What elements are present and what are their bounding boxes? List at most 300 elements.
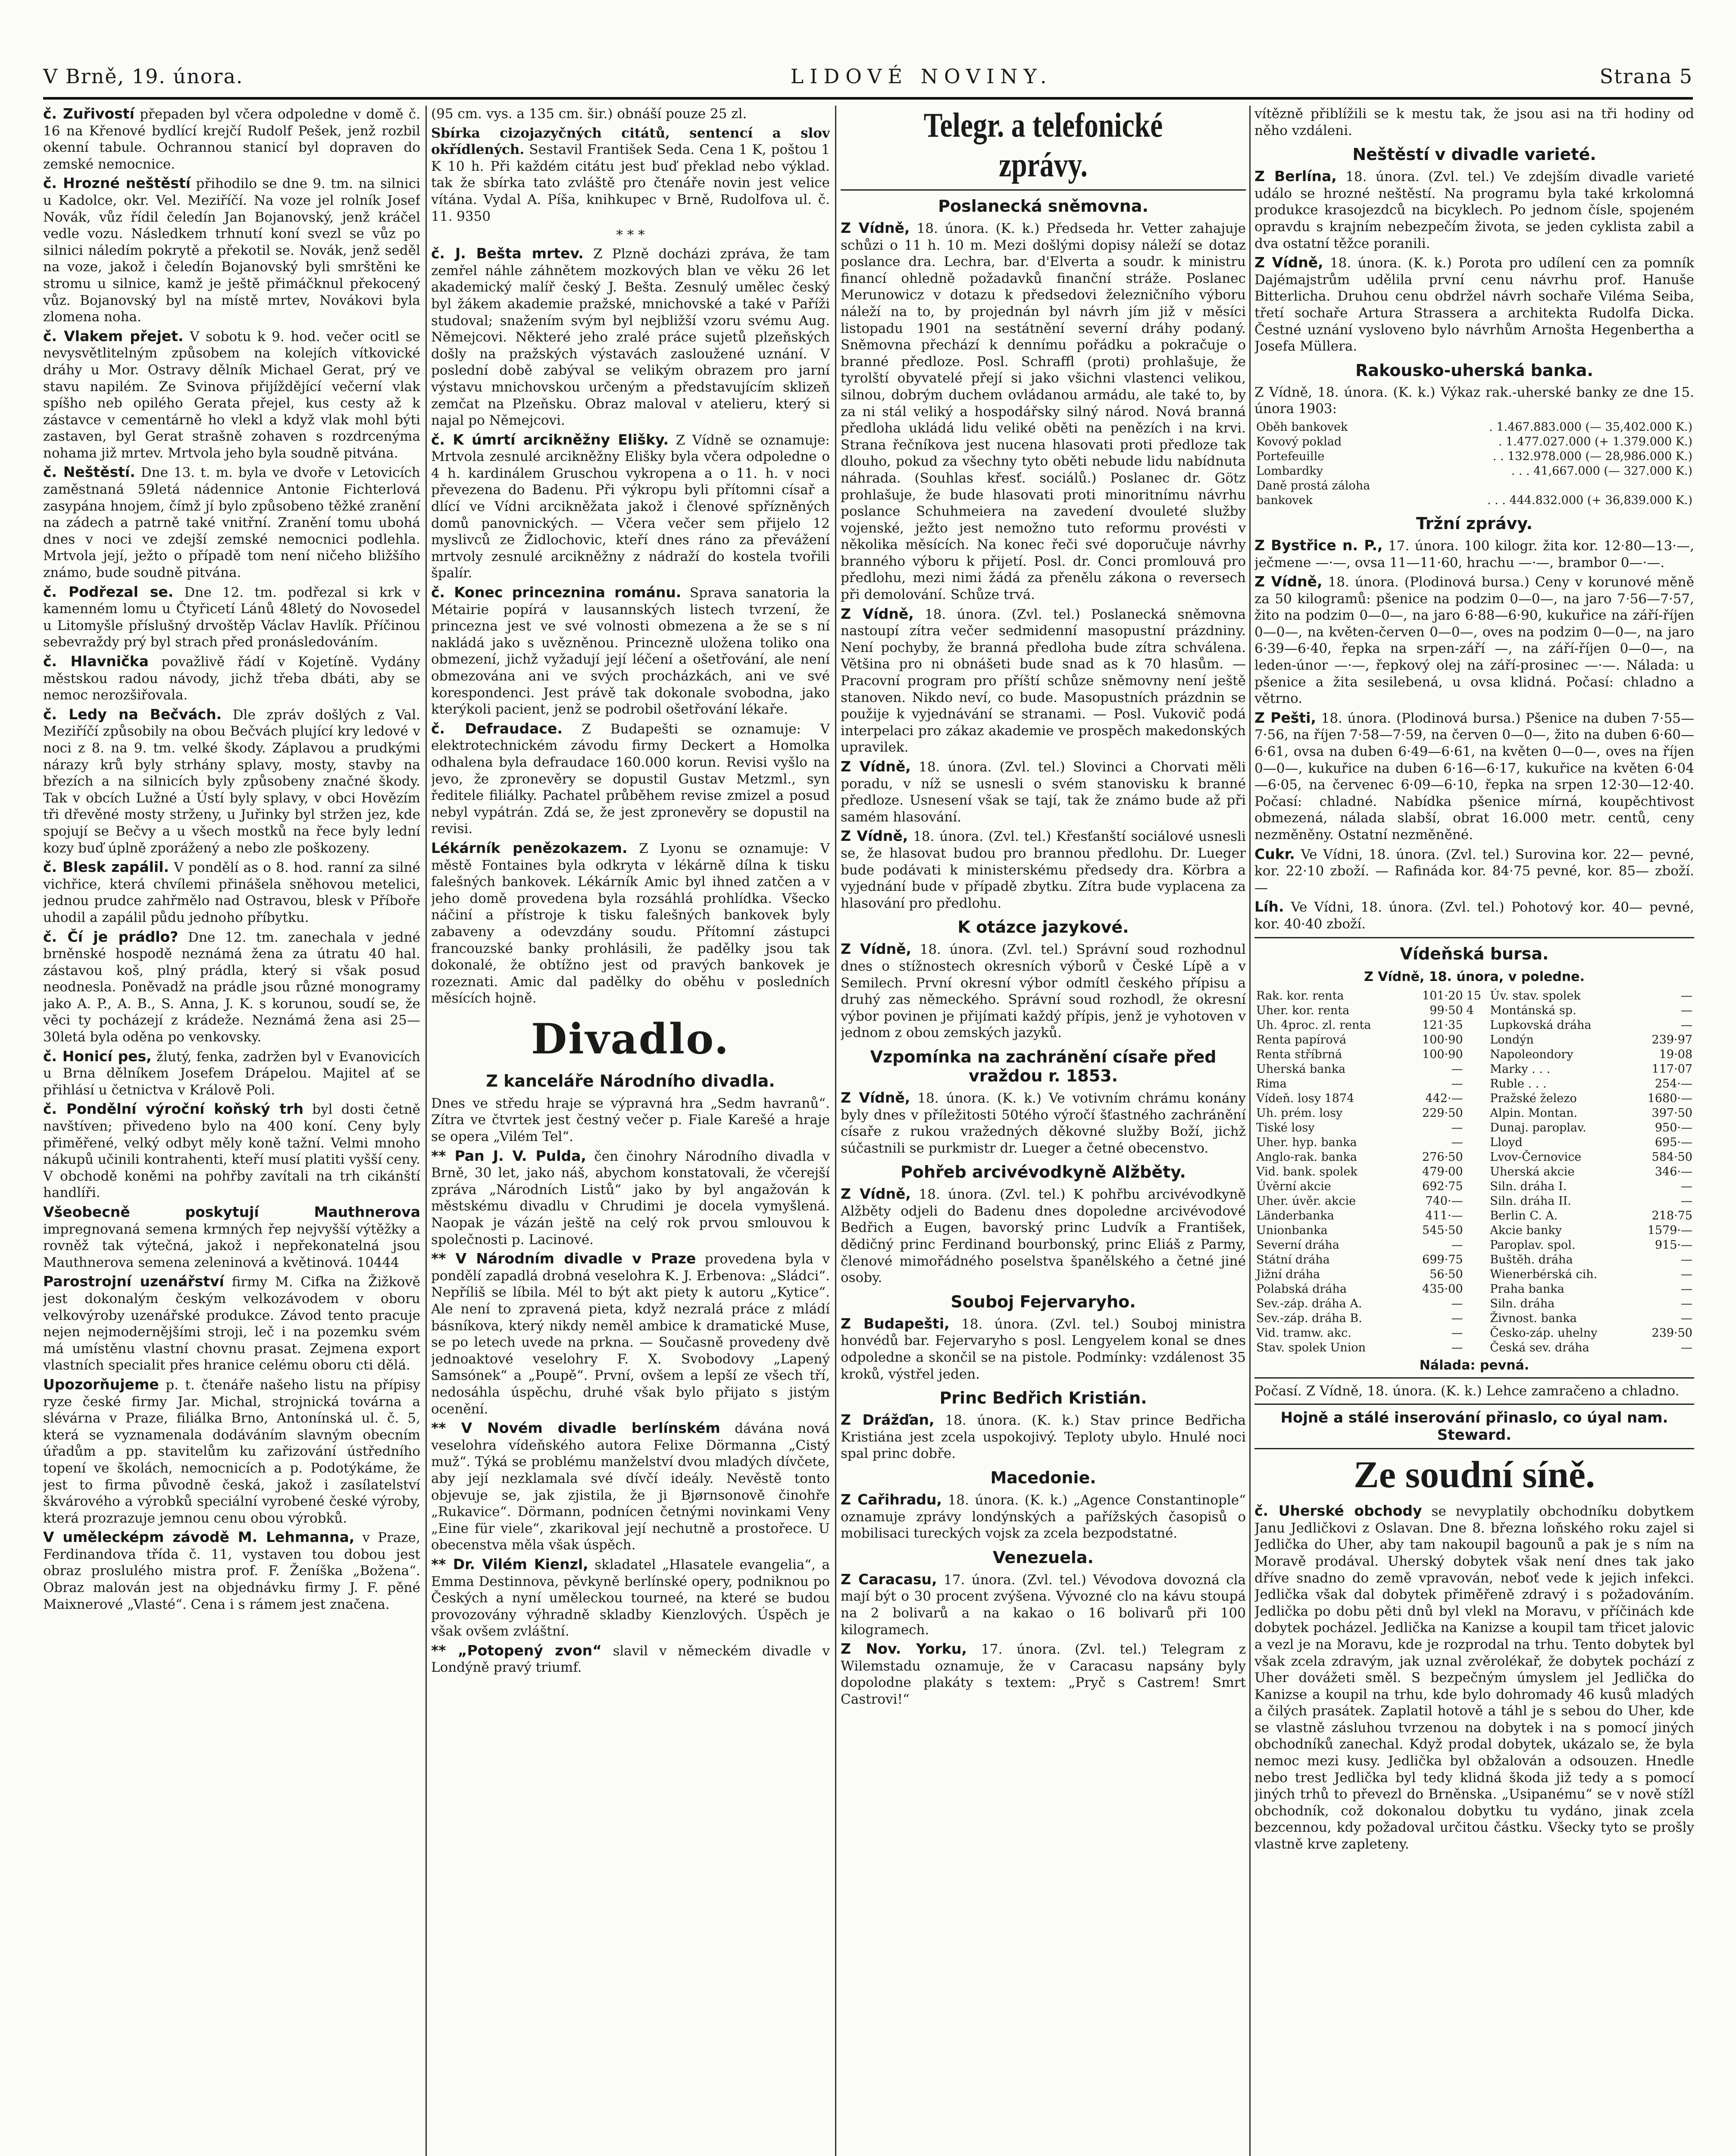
table-cell: — bbox=[1451, 1077, 1463, 1091]
table-cell: — bbox=[1681, 1267, 1692, 1281]
table-row bbox=[1254, 1033, 1694, 1047]
table-cell bbox=[1465, 1282, 1489, 1297]
article bbox=[1254, 168, 1694, 252]
heading-rule bbox=[841, 189, 1246, 191]
table-cell: 239·97 bbox=[1652, 1033, 1692, 1047]
table-row bbox=[1254, 1091, 1694, 1106]
market-news bbox=[1254, 537, 1694, 933]
advertisement-note: Hojně a stálé inserování přinaslo, co úyal nam. Steward. bbox=[1280, 1409, 1668, 1444]
article bbox=[841, 606, 1246, 756]
article-lead: č. Konec princeznina románu. bbox=[431, 584, 682, 601]
table-cell: — bbox=[1681, 1018, 1692, 1032]
table-cell: — bbox=[1451, 1121, 1463, 1134]
article bbox=[1254, 573, 1694, 707]
article bbox=[841, 941, 1246, 1041]
masthead-place-date: V Brně, 19. února. bbox=[43, 65, 244, 88]
article-lead: Z Vídně, bbox=[841, 758, 911, 775]
table-cell bbox=[1465, 1121, 1489, 1135]
section-rule bbox=[1254, 937, 1694, 938]
table-cell: 699·75 bbox=[1422, 1253, 1463, 1266]
court-news bbox=[1254, 1503, 1694, 1852]
section-heading: Poslanecká sněmovna. bbox=[938, 197, 1148, 216]
article-text: firmy M. Cifka na Žižkově jest dokonalým českým velkozávodem v oboru velkovýroby uzenářské produkce. Závod tento pracuje nejen nejmodernějšími stroji, leč i na pozemku svém má umístěnu vlastní chovnu prasat. Zejmena export vlastních specialit přes hranice celému oboru cti dělá. bbox=[43, 1274, 420, 1373]
table-row bbox=[1254, 1121, 1694, 1135]
table-cell: Uher. hyp. banka bbox=[1256, 1135, 1357, 1149]
article-lead: ** „Potopený zvon“ bbox=[431, 1642, 602, 1659]
article-text: Sprava sanatoria la Métairie popírá v lausannských listech tvrzení, že princezna jest ve své volnosti obmezena a že se s ní nakládá jako s uvězněnou. Princezně uložena toliko ona obmezení, jichž vyžadují její léčení a ošetřování, ale není obmezována ani ve svých procházkách, ani ve své korespondenci. Jest právě tak dokonale svobodna, jako kterýkoli pacient, jenž se podrobil ošetřování lékaře. bbox=[431, 585, 830, 718]
table-cell: . 1.477.027.000 (+ 1.379.000 K.) bbox=[1498, 435, 1692, 448]
news-sections bbox=[1254, 145, 1694, 355]
table-cell: 915·— bbox=[1655, 1238, 1692, 1252]
article bbox=[431, 1642, 830, 1676]
article-text: dávána nová veselohra vídeňského autora Felixe Dörmanna „Cistý muž“. Týká se problému manželství dvou mladých dívčete, aby její nezklamala své dívčí ideály. Nevěstě tonto objevuje se, jak zjistila, že ji Bjørnsonově činohře „Rukavice“. Dörmann, podnícen četnými novinkami Veny „Eine für viele“, zkarikoval její nechutně a prostořece. U obecenstva měla však úspěch. bbox=[431, 1421, 830, 1553]
table-cell bbox=[1465, 1077, 1489, 1091]
article bbox=[431, 1095, 830, 1145]
article-text: skladatel „Hlasatele evangelia“, a Emma Destinnova, pěvkyně berlínské opery, podniknou po Českých a nyní uměleckou tourneé, na které se budou provozovány výhradně skladby Kienzlových. Úspěch je však ovšem zvláštní. bbox=[431, 1557, 830, 1639]
table-cell: 479·00 bbox=[1422, 1165, 1463, 1178]
article-lead: č. Podřezal se. bbox=[43, 583, 174, 600]
table-cell: Daně prostá záloha bbox=[1256, 479, 1370, 492]
table-row bbox=[1254, 1047, 1694, 1062]
column-divider bbox=[425, 106, 427, 2156]
article-lead: č. J. Bešta mrtev. bbox=[431, 245, 584, 262]
table-cell bbox=[1465, 1018, 1489, 1033]
article-text: Ve Vídni, 18. února. (Zvl. tel.) Pohotový kor. 40— pevné, kor. 40·40 zboží. bbox=[1254, 899, 1694, 932]
article-text: 17. února. 100 kilogr. žita kor. 12·80—13·—, ječmene —·—, ovsa 11—11·60, hrachu —·—, brambor 0—·—. bbox=[1254, 538, 1694, 570]
article bbox=[841, 758, 1246, 825]
table-cell: — bbox=[1451, 1062, 1463, 1076]
table-cell: Rima bbox=[1256, 1077, 1287, 1091]
table-cell: . . 132.978.000 (— 28,986.000 K.) bbox=[1492, 449, 1692, 463]
header-rule bbox=[43, 97, 1693, 100]
article bbox=[43, 1529, 420, 1613]
article-text: Ve Vídni, 18. února. (Zvl. tel.) Surovina kor. 22— pevné, kor. 22·10 zboží. — Rafináda kor. 84·75 pevné, kor. 85— zboží. — bbox=[1254, 846, 1694, 896]
article-lead: Z Vídně, bbox=[1254, 254, 1323, 271]
column-3 bbox=[841, 106, 1246, 2156]
table-cell: Renta stříbrná bbox=[1256, 1047, 1342, 1061]
section-heading: Souboj Fejervaryho. bbox=[951, 1292, 1136, 1311]
table-cell: Česko-záp. uhelny bbox=[1490, 1326, 1598, 1340]
article-text: 18. února. (Plodinová bursa.) Ceny v korunové měně za 50 kilogramů: pšenice na podzim 0—0—, na jaro 7·56—7·57, žito na podzim 0—0—, na jaro 6·88—6·90, kukuřice na září-říjen 0—0—, na květen-červen 0—0—, oves na podzim 0—0—, na jaro 6·39—6·40, řepka na srpen-září —, na září-říjen 0—0—, na leden-únor —·—, řepkový olej na září-prosinec —·—. Nálada: u pšenice a žita sesilebená, u ovsa klidná. Počasí: chladno a větrno. bbox=[1254, 574, 1694, 707]
article bbox=[841, 1571, 1246, 1638]
article-lead: Cukr. bbox=[1254, 845, 1295, 862]
theatre-heading: Divadlo. bbox=[531, 1014, 730, 1063]
article-lead: ** Dr. Vilém Kienzl, bbox=[431, 1555, 588, 1573]
article-lead: Z Pešti, bbox=[1254, 709, 1316, 726]
article-text: Dnes ve středu hraje se výpravná hra „Sedm havranů“. Zítra ve čtvrtek jest čestný večer p. Fiale Karešé a hraje se opera „Vilém Tel“. bbox=[431, 1095, 830, 1145]
table-cell: 442·— bbox=[1425, 1091, 1463, 1105]
article-text: 18. února. (K. k.) Ve votivním chrámu konány byly dnes v příležitosti 50tého výročí šťastného zachránění císaře z rukou vražedných děkovné služby Boží, jichž súčastnili se purkmistr dr. Lueger a četné obecenstvo. bbox=[841, 1090, 1246, 1156]
table-cell: Napoleondory bbox=[1490, 1047, 1573, 1061]
section-heading: Princ Bedřich Kristián. bbox=[939, 1388, 1147, 1408]
section-heading: Neštěstí v divadle varieté. bbox=[1352, 145, 1596, 164]
article-text: přihodilo se dne 9. tm. na silnici u Kadolce, okr. Vel. Meziříčí. Na voze jel rolník Josef Novák, vůz řídil čeledín Jan Bojanovský, jenž kráčel vedle vozu. Následkem trhnutí koní svezl se vůz po silnici náledím pokrytě a překotil se. Novák, jenž seděl na voze, jakož i čeledín Bojanovský byli smrštěni ke stromu u silnice, kamž je ještě přimáčknul překocený vůz. Bojanovský byl na místě mrtev, Novákovi byla zlomena noha. bbox=[43, 176, 420, 325]
article-text: V sobotu k 9. hod. večer ocitl se nevysvětlitelným způsobem na kolejích vítkovické dráhy u Mor. Ostravy dělník Michael Gerat, prý ve stavu napilém. Ze Svinova přijíždějící večerní vlak spíšho neb opilého Gerata přejel, kus cesty až k zástavce v cementárně ho vlekl a když vlak mohl býti zastaven, byl Gerat strašně zohaven s rozdrcenýma nohama již mrtev. Mrtvola jeho byla soudně pitvána. bbox=[43, 329, 420, 461]
table-cell: — bbox=[1681, 1311, 1692, 1325]
article bbox=[43, 1101, 420, 1201]
article-lead: ** V Národním divadle v Praze bbox=[431, 1250, 696, 1267]
table-cell: Ruble . . . bbox=[1490, 1077, 1547, 1091]
table-cell: 101·20 bbox=[1422, 989, 1463, 1003]
table-cell: 435·00 bbox=[1422, 1282, 1463, 1296]
masthead-title: LIDOVÉ NOVINY. bbox=[790, 65, 1053, 88]
market-heading: Tržní zprávy. bbox=[1416, 514, 1533, 533]
article bbox=[431, 1148, 830, 1248]
table-cell: — bbox=[1681, 1253, 1692, 1266]
article bbox=[431, 1250, 830, 1417]
table-cell bbox=[1465, 1297, 1489, 1311]
article-text: 18. února. (K. k.) Porota pro udílení cen za pomník Dajémajstrům udělila první cenu návrhu prof. Hanuše Bitterlicha. Druhou cenu obdržel návrh sochaře Viléma Seiba, třetí sochaře Artura Strassera a architekta Rudolfa Dicka. Čestné uznání vysloveno bylo návrhům Arnošta Hegenbertha a Josefa Müllera. bbox=[1254, 255, 1694, 354]
article-lead: Z Cařihradu, bbox=[841, 1491, 942, 1508]
article bbox=[1254, 846, 1694, 896]
table-cell: Buštěh. dráha bbox=[1490, 1253, 1573, 1266]
article bbox=[43, 328, 420, 462]
table-cell: Dunaj. paroplav. bbox=[1490, 1121, 1586, 1134]
article bbox=[431, 245, 830, 429]
table-cell: 740·— bbox=[1425, 1194, 1463, 1208]
article-text: 18. února. (K. k.) Stav prince Bedřicha Kristiána jest zcela uspokojivý. Teploty ubylo. Hnulé noci spal princ dobře. bbox=[841, 1413, 1246, 1462]
table-cell: Marky . . . bbox=[1490, 1062, 1551, 1076]
table-cell: 239·50 bbox=[1652, 1326, 1692, 1340]
article-text: Dne 12. tm. zanechala v jedné brněnské hospodě neznámá žena za útratu 40 hal. zástavou koš, plný prádla, který si však posud neodnesla. Poněvadž na prádle jsou různé monogramy jako A. P., A. B., S. Anna, J. K. s korunou, soudí se, že věci ty pocházejí z krádeže. Neznámá žena asi 25—30letá byla oděna po venkovsky. bbox=[43, 929, 420, 1045]
table-cell: Paroplav. spol. bbox=[1490, 1238, 1576, 1252]
table-cell: Tiské losy bbox=[1256, 1121, 1315, 1134]
article-lead: č. Čí je prádlo? bbox=[43, 928, 178, 945]
table-cell: Rak. kor. renta bbox=[1256, 989, 1344, 1003]
article bbox=[841, 1641, 1246, 1708]
table-cell: — bbox=[1681, 1179, 1692, 1193]
article bbox=[841, 1090, 1246, 1156]
table-cell bbox=[1465, 1223, 1489, 1238]
table-row bbox=[1254, 1267, 1694, 1282]
article-lead: Parostrojní uzenářství bbox=[43, 1273, 224, 1290]
table-row bbox=[1254, 989, 1694, 1003]
table-cell: Länderbanka bbox=[1256, 1209, 1334, 1222]
bank-table bbox=[1254, 420, 1694, 508]
masthead-page-number: Strana 5 bbox=[1599, 65, 1693, 88]
article-text: 18. února. (Zvl. tel.) Souboj ministra honvédů bar. Fejervaryho s posl. Lengyelem konal se dnes odpoledne a skončil se na pistole. Podmínky: vzdálenost 35 kroků, výstřel jeden. bbox=[841, 1316, 1246, 1382]
article-text: Z Budapešti se oznamuje: V elektrotechnickém závodu firmy Deckert a Homolka odhalena byla defraudace 160.000 korun. Revisi vyšlo na jevo, že zpronevěry se dopustil Gustav Metzml., syn ředitele filiálky. Pachatel průběhem revise zmizel a posud nebyl vypátrán. Zdá se, že jest zpronevěry se dopustil na revisi. bbox=[431, 721, 830, 837]
table-cell: — bbox=[1681, 1297, 1692, 1310]
article-text: Dle zpráv došlých z Val. Meziříčí způsobily na obou Bečvách plující kry ledové v noci z 8. na 9. tm. velké škody. Záplavou a prudkými nárazy krů byly strhány splavy, mosty, stavby na březích a na silnicích byly způsobeny značné škody. Tak v obcích Lužné a Ústí byly splavy, v obci Hovězím tři dřevěné mosty strženy, u Juřinky byl stržen jez, kde spojují se Bečvy a u všech mostků na řece byly lední kozy buď úplně zporážený a nebo zle poškozeny. bbox=[43, 707, 420, 856]
article-lead: Z Berlína, bbox=[1254, 168, 1337, 185]
table-cell: Anglo-rak. banka bbox=[1256, 1150, 1357, 1164]
table-cell bbox=[1465, 1326, 1489, 1341]
table-row bbox=[1254, 1341, 1694, 1355]
article-lead: č. K úmrtí arcikněžny Elišky. bbox=[431, 431, 669, 448]
table-row bbox=[1254, 1253, 1694, 1267]
article-lead: Z Budapešti, bbox=[841, 1315, 950, 1332]
article bbox=[43, 859, 420, 926]
table-cell: Stav. spolek Union bbox=[1256, 1341, 1366, 1354]
table-cell bbox=[1465, 1179, 1489, 1194]
table-cell: — bbox=[1681, 989, 1692, 1003]
table-row bbox=[1254, 464, 1694, 479]
table-cell: Sev.-záp. dráha B. bbox=[1256, 1311, 1362, 1325]
table-cell: 100·90 bbox=[1422, 1047, 1463, 1061]
article-text: byl dosti četně navštíven; přivedeno bylo na 400 koní. Ceny byly přiměřené, velký odbyt měly koně tažní. Velmi mnoho nákupů učinili kontrahenti, kteří musí platiti vyšší ceny. V obchodě koněmi na pohřby zavítali na trh cikánští handlíři. bbox=[43, 1102, 420, 1201]
table-row bbox=[1254, 1150, 1694, 1165]
table-cell: Lvov-Černovice bbox=[1490, 1150, 1582, 1164]
article-lead: Z Vídně, bbox=[841, 605, 914, 622]
article-lead: č. Neštěstí. bbox=[43, 464, 135, 481]
column-1 bbox=[43, 106, 420, 2156]
table-cell: — bbox=[1451, 1135, 1463, 1149]
article-lead: č. Defraudace. bbox=[431, 720, 563, 737]
table-cell: — bbox=[1451, 1341, 1463, 1354]
article bbox=[431, 1420, 830, 1554]
article-text: 18. února. (Zvl. tel.) K pohřbu arcivévodkyně Alžběty odjeli do Badenu dnes dopoledne arcivévodové Bedřich a Eugen, bavorský princ Ludvík a František, dědičný princ Ferdinand bourbonský, princ Eliáš z Parmy, členové mimořádného poselstva španělského a četné jiné osoby. bbox=[841, 1187, 1246, 1286]
table-row bbox=[1254, 1165, 1694, 1179]
table-cell: Kovový poklad bbox=[1256, 435, 1342, 448]
table-row bbox=[1254, 1326, 1694, 1341]
column-divider bbox=[835, 106, 836, 2156]
article bbox=[431, 432, 830, 582]
table-row bbox=[1254, 1135, 1694, 1150]
table-cell: 229·50 bbox=[1422, 1106, 1463, 1120]
table-cell: — bbox=[1681, 1282, 1692, 1296]
table-cell: Úv. stav. spolek bbox=[1490, 989, 1581, 1003]
article-text: 17. února. (Zvl. tel.) Vévodova dovozná cla mají být o 30 procent zvýšena. Vývozné clo na kávu stoupá na 2 bolivarů a na kakao o 16 bolivarů při 100 kilogramech. bbox=[841, 1572, 1246, 1638]
article-text: přepaden byl včera odpoledne v domě č. 16 na Křenové bydlící krejčí Rudolf Pešek, jenž rozbil okenní tabule. Ochrannou stanicí byl dopraven do zemské nemocnice. bbox=[43, 107, 420, 172]
table-row bbox=[1254, 1018, 1694, 1033]
table-row bbox=[1254, 493, 1694, 508]
table-cell: 4 bbox=[1466, 1003, 1474, 1017]
table-cell: Uherská akcie bbox=[1490, 1165, 1575, 1178]
article-lead: č. Honicí pes, bbox=[43, 1047, 152, 1065]
table-cell: Montánská sp. bbox=[1490, 1003, 1576, 1017]
article-text: V pondělí as o 8. hod. ranní za silné vichřice, která chvílemi přinášela sněhovou metelici, jednou prudce zahřmělo nad Ostravou, blesk v Příboře uhodil a zapálil půdu jednoho příbytku. bbox=[43, 860, 420, 925]
article bbox=[43, 1204, 420, 1271]
table-row bbox=[1254, 479, 1694, 493]
table-cell: 56·50 bbox=[1429, 1267, 1463, 1281]
table-cell: 19·08 bbox=[1659, 1047, 1692, 1061]
table-cell: 218·75 bbox=[1652, 1209, 1692, 1222]
table-cell: Lloyd bbox=[1490, 1135, 1523, 1149]
article bbox=[43, 1273, 420, 1374]
article-text: čen činohry Národního divadla v Brně, 30 let, jako náš, abychom konstatovali, že včerejší zpráva „Národních Listů“ jako by byl angažován k městskému divadlu v Chrudimi je docela vymyšlená. Naopak je vázán ještě na celý rok prvou smlouvou k společnosti p. Lacinové. bbox=[431, 1148, 830, 1247]
table-row bbox=[1254, 1106, 1694, 1121]
article bbox=[841, 828, 1246, 912]
court-heading: Ze soudní síně. bbox=[1354, 1454, 1595, 1496]
table-cell: Alpin. Montan. bbox=[1490, 1106, 1578, 1120]
article-text: žlutý, fenka, zadržen byl v Evanovicích u Brna dělníkem Josefem Drápelou. Majitel ať se přihlásí u četnictva v Králově Poli. bbox=[43, 1049, 420, 1098]
table-row bbox=[1254, 1223, 1694, 1238]
table-cell: 117·07 bbox=[1652, 1062, 1692, 1076]
article bbox=[1254, 710, 1694, 843]
table-cell: 692·75 bbox=[1422, 1179, 1463, 1193]
article-lead: č. Zuřivostí bbox=[43, 106, 135, 122]
article-lead: Líh. bbox=[1254, 898, 1284, 915]
article bbox=[43, 464, 420, 581]
table-cell: Vid. tramw. akc. bbox=[1256, 1326, 1351, 1340]
table-cell: 15 bbox=[1466, 989, 1481, 1003]
article-text: Dne 12. tm. podřezal si krk v kamenném lomu u Čtyřicetí Lánů 48letý do Novosedel u Litomyšle příslušný drvoštěp Václav Havlík. Příčinou sebevraždy prý byl strach před pronásledováním. bbox=[43, 584, 420, 650]
article bbox=[1254, 1503, 1694, 1852]
table-row bbox=[1254, 1209, 1694, 1223]
table-cell: — bbox=[1451, 1326, 1463, 1340]
article bbox=[1254, 537, 1694, 571]
article-text: se nevyplatily obchodníku dobytkem Janu Jedličkovi z Oslavan. Dne 8. března loňského roku zajel si Jedlička do Uher, aby tam nakoupil bagounů a pak je s ním na Moravě prodával. Uherský dobytek však není dnes tak jako dříve snadno do země vpravován, neboť vede k jejich infekci. Jedlička však dal dobytek přiměřeně zdravý i s požadováním. Jedlička po dobu pěti dnů byl vlekl na Moravu, v příčinách kde dobytek pocházel. Jedlička na Kanizse a koupil tam třicet jalovic a vezl je na Moravu, kde je rozprodal na trhu. Tento dobytek byl však zcela zdravým, jak uznal zvěrolékař, že dobytek pochází z Uher dovážeti směl. S bezpečným úmyslem jel Jedlička do Kanizse a koupil na trhu, kde bylo dohromady 46 kusů mladých a čilých prasátek. Zaplatil hotově a táhl je s sebou do Uher, kde se vlastně zásluhou tvrzenou na dobytek i na s pomocí jiných obchodníků zanechal. Když prodal dobytek, ukázalo se, že byla nemoc mezi kusy. Jedlička byl obžalován a odsouzen. Hnedle nebo trest Jedlička byl tedy klidná škoda již tedy a s pomocí jiných trhů to převezl do Brněnska. „Usipanému“ se v nově stížl obchodník, což dokonalou dobytku tu vydáno, jinak zcela bezcennou, kdy požadoval určitou částku. Všecky tyto se prošly vlastně krve zapleteny. bbox=[1254, 1504, 1694, 1852]
table-row bbox=[1254, 1077, 1694, 1091]
book-advertisement-title: Sbírka cizojazyčných citátů, sentencí a slov okřídlených. bbox=[431, 125, 830, 158]
table-cell: Praha banka bbox=[1490, 1282, 1564, 1296]
article-lead: č. Ledy na Bečvách. bbox=[43, 705, 222, 723]
article-lead: Upozorňujeme bbox=[43, 1376, 159, 1393]
table-cell: bankovek bbox=[1256, 493, 1313, 507]
article-text: Z Lyonu se oznamuje: V městě Fontaines byla odkryta v lékárně dílna k tisku falešných bankovek. Lékárník Amic byl ihned zatčen a v jeho domě provedena byla rozsáhlá prohlídka. Všecko náčiní a přístroje k tisku falešných bankovek byly zabaveny a odevzdány soudu. Přítomní zástupci francouzské banky prohlásili, že padělky jsou tak dokonalé, že obtížno jest od pravých bankovek je rozeznati. Amic dal padělky do oběhu v posledních měsících hojně. bbox=[431, 840, 830, 1006]
section-rule bbox=[1254, 1404, 1694, 1405]
table-cell: 254·— bbox=[1655, 1077, 1692, 1091]
article-lead: Z Caracasu, bbox=[841, 1570, 937, 1588]
table-cell: 276·50 bbox=[1422, 1150, 1463, 1164]
table-cell: Jižní dráha bbox=[1256, 1267, 1320, 1281]
article bbox=[841, 1492, 1246, 1542]
section-heading: Macedonie. bbox=[990, 1468, 1096, 1487]
table-cell: . . . 444.832.000 (+ 36,839.000 K.) bbox=[1487, 493, 1692, 507]
table-cell: 1579·— bbox=[1647, 1223, 1692, 1237]
article bbox=[43, 1376, 420, 1526]
article bbox=[841, 1412, 1246, 1462]
table-cell bbox=[1465, 1135, 1489, 1150]
table-cell: — bbox=[1451, 1297, 1463, 1310]
article bbox=[841, 1316, 1246, 1382]
table-cell: Londýn bbox=[1490, 1033, 1534, 1047]
table-cell: Sev.-záp. dráha A. bbox=[1256, 1297, 1362, 1310]
table-cell: Česká sev. dráha bbox=[1490, 1341, 1589, 1354]
article-lead: Z Vídně, bbox=[1254, 573, 1323, 590]
article-text: 18. února. (Plodinová bursa.) Pšenice na duben 7·55—7·56, na říjen 7·58—7·59, na červen 0—0—, žito na duben 6·60—6·61, ovsa na duben 6·49—6·61, na květen 0—0—, oves na říjen 0—0—, kukuřice na duben 6·16—6·17, kukuřice na květen 6·04—6·05, na červenec 6·09—6·10, řepka na srpen 12·30—12·40. Počasí: chladné. Nabídka pšenice mírná, koupěchtivost obmezená, nálada slabší, obrat 16.000 metr. centů, ceny nezměněny. Ostatní nezměněné. bbox=[1254, 710, 1694, 843]
article bbox=[841, 220, 1246, 603]
table-row bbox=[1254, 1297, 1694, 1311]
article-text: Dne 13. t. m. byla ve dvoře v Letovicích zaměstnaná 59letá nádennice Antonie Fichterlová zasypána hnojem, čímž jí bylo způsobeno těžké zranění na zádech a patrně také vnitřní. Zranění tomu ubohá dnes v noci ve zdejší zemské nemocnici podlehla. Mrtvola její, ježto o případě tom není ničeho bližšího známo, bude soudně pitvána. bbox=[43, 465, 420, 581]
table-cell bbox=[1465, 1194, 1489, 1209]
table-cell: Živnost. banka bbox=[1490, 1311, 1577, 1325]
table-cell: Oběh bankovek bbox=[1256, 420, 1348, 434]
column-4 bbox=[1254, 106, 1694, 2156]
table-cell: 346·— bbox=[1655, 1165, 1692, 1178]
table-row bbox=[1254, 420, 1694, 435]
table-row bbox=[1254, 1194, 1694, 1209]
bourse-mood: Nálada: pevná. bbox=[1419, 1357, 1530, 1373]
article-lead: Z Drážďan, bbox=[841, 1411, 935, 1429]
article-text: impregnovaná semena krmných řep nejvyšší výtěžky a rovněž tak výtečná, jakož i nepřekonatelná jsou Mauthnerova semena zeleninová a květinová. 10444 bbox=[43, 1221, 420, 1270]
article bbox=[43, 106, 420, 172]
table-cell: 397·50 bbox=[1652, 1106, 1692, 1120]
table-cell: — bbox=[1451, 1311, 1463, 1325]
table-cell: Siln. dráha I. bbox=[1490, 1179, 1567, 1193]
table-cell: Renta papírová bbox=[1256, 1033, 1347, 1047]
article-lead: č. Pondělní výroční koňský trh bbox=[43, 1100, 303, 1118]
bank-heading: Rakousko-uherská banka. bbox=[1355, 360, 1593, 380]
section-heading: Vzpomínka na zachránění císaře před vraždou r. 1853. bbox=[870, 1047, 1217, 1085]
table-cell: 99·50 bbox=[1429, 1003, 1463, 1017]
book-advertisement-text: Sestavil František Seda. Cena 1 K, poštou 1 K 10 h. Při každém citátu jest buď překlad nebo výklad. tak že sbírka tato zvláště pro čtenáře novin jest velice vítána. Vydal A. Píša, knihkupec v Brně, Rudolfova ul. č. 11. 9350 bbox=[431, 142, 830, 224]
table-cell bbox=[1465, 1238, 1489, 1253]
table-cell: — bbox=[1681, 1341, 1692, 1354]
table-row bbox=[1254, 1238, 1694, 1253]
table-cell: — bbox=[1451, 1238, 1463, 1252]
article-lead: č. Hlavnička bbox=[43, 653, 149, 670]
column-2 bbox=[431, 106, 830, 2156]
table-cell: Siln. dráha II. bbox=[1490, 1194, 1571, 1208]
table-cell: Polabská dráha bbox=[1256, 1282, 1347, 1296]
article-text: 18. února. (K. k.) „Agence Constantinople“ oznamuje zprávy londýnských a pařížských časopisů o mobilisaci tureckých vojsk za zcela bezpodstatné. bbox=[841, 1492, 1246, 1542]
table-cell: — bbox=[1681, 1003, 1692, 1017]
article-lead: Lékárník penězokazem. bbox=[431, 839, 628, 856]
table-cell: Úvěrní akcie bbox=[1256, 1179, 1331, 1193]
masthead bbox=[43, 65, 1693, 91]
table-cell: Siln. dráha bbox=[1490, 1297, 1555, 1310]
article-lead: Z Vídně, bbox=[841, 1089, 910, 1106]
article-text: 17. února. (Zvl. tel.) Telegram z Wilemstadu oznamuje, že v Caracasu napsány byly dopolodne plakáty s textem: „Pryč s Castrem! Smrt Castrovi!“ bbox=[841, 1642, 1246, 1707]
section-heading: Pohřeb arcivévodkyně Alžběty. bbox=[900, 1163, 1186, 1182]
table-row bbox=[1254, 1179, 1694, 1194]
table-row bbox=[1254, 1311, 1694, 1326]
table-cell: Wienerbérská cih. bbox=[1490, 1267, 1598, 1281]
section-rule bbox=[1254, 1377, 1694, 1379]
weather-report: Počasí. Z Vídně, 18. února. (K. k.) Lehce zamračeno a chladno. bbox=[1254, 1383, 1680, 1399]
table-cell: 411·— bbox=[1425, 1209, 1463, 1222]
article-text: provedena byla v pondělí zapadlá drobná veselohra K. J. Erbenova: „Sládci“. Nepříliš se líbila. Mél to být akt piety k autoru „Kytice“. Ale není to zpravená pieta, když nezralá práce z mládí básníkova, který nikdy neměl ambice k dramatické Muse, se po letech uvede na prkna. — Současně provedeny dvě jednoaktové veselohry F. X. Svobodovy „Lapený Samsónek“ a „Poupě“. První, ovšem a lepší ze všech tří, nedosáhla úspěchu, druhé však bylo přijato s jistým ocenění. bbox=[431, 1251, 830, 1417]
table-cell: Uher. kor. renta bbox=[1256, 1003, 1350, 1017]
table-cell: Uherská banka bbox=[1256, 1062, 1346, 1076]
article-lead: Z Vídně, bbox=[841, 940, 912, 958]
table-cell: Unionbanka bbox=[1256, 1223, 1328, 1237]
table-cell: Berlin C. A. bbox=[1490, 1209, 1558, 1222]
bourse-heading: Vídeňská bursa. bbox=[1400, 944, 1549, 963]
table-cell bbox=[1465, 1047, 1489, 1062]
table-cell: . . . 41,667.000 (— 327.000 K.) bbox=[1511, 464, 1692, 478]
article-lead: Z Vídně, bbox=[841, 827, 908, 845]
table-row bbox=[1254, 435, 1694, 449]
section-separator: * * * bbox=[616, 227, 645, 243]
telegraph-sections bbox=[841, 197, 1246, 1708]
table-cell: 950·— bbox=[1655, 1121, 1692, 1134]
article-lead: Z Vídně, bbox=[841, 1185, 911, 1203]
article-lead: č. Vlakem přejet. bbox=[43, 327, 184, 345]
article-continuation: (95 cm. vys. a 135 cm. šir.) obnáší pouze 25 zl. bbox=[431, 106, 747, 122]
table-cell: Uh. prém. losy bbox=[1256, 1106, 1343, 1120]
table-row bbox=[1254, 1003, 1694, 1018]
table-cell bbox=[1465, 1209, 1489, 1223]
theatre-news-list bbox=[431, 1095, 830, 1676]
article-lead: Z Vídně, bbox=[841, 219, 910, 236]
table-cell bbox=[1465, 1150, 1489, 1165]
table-cell: . 1.467.883.000 (— 35,402.000 K.) bbox=[1489, 420, 1692, 434]
table-cell bbox=[1413, 479, 1694, 493]
article bbox=[431, 584, 830, 718]
article-text: Z Vídně se oznamuje: Mrtvola zesnulé arcikněžny Elišky byla včera odpoledne o 4 h. kardinálem Gruschou vykropena a o 11. h. v noci převezena do Badenu. Při výkropu byli přítomni císař a dlící ve Vídni arcikněžata jakož i členové spřízněných domů panovnických. — Včera večer sem přijelo 12 myslivců ze Židlochovic, kteří dnes ráno za převážení mrtvoly zesnulé arcikněžny z nádraží do kostela tvořili špalír. bbox=[431, 432, 830, 581]
bank-intro: Z Vídně, 18. února. (K. k.) Výkaz rak.-uherské banky ze dne 15. února 1903: bbox=[1254, 384, 1694, 417]
table-cell bbox=[1465, 1106, 1489, 1121]
article bbox=[1254, 899, 1694, 932]
table-cell: 100·90 bbox=[1422, 1033, 1463, 1047]
article-lead: ** Pan J. V. Pulda, bbox=[431, 1147, 586, 1164]
table-cell: Pražské železo bbox=[1490, 1091, 1577, 1105]
article bbox=[1254, 254, 1694, 355]
column-divider bbox=[1249, 106, 1251, 2156]
table-cell bbox=[1465, 1091, 1489, 1106]
article-lead: č. Hrozné neštěstí bbox=[43, 175, 191, 192]
table-cell: — bbox=[1681, 1194, 1692, 1208]
table-cell: Severní dráha bbox=[1256, 1238, 1339, 1252]
table-cell: Lupkovská dráha bbox=[1490, 1018, 1592, 1032]
news-list bbox=[431, 245, 830, 1007]
telegraph-heading: Telegr. a telefonické zprávy. bbox=[923, 107, 1163, 184]
section-heading: Venezuela. bbox=[993, 1548, 1094, 1567]
article-lead: V umělecképm závodě M. Lehmanna, bbox=[43, 1529, 355, 1546]
